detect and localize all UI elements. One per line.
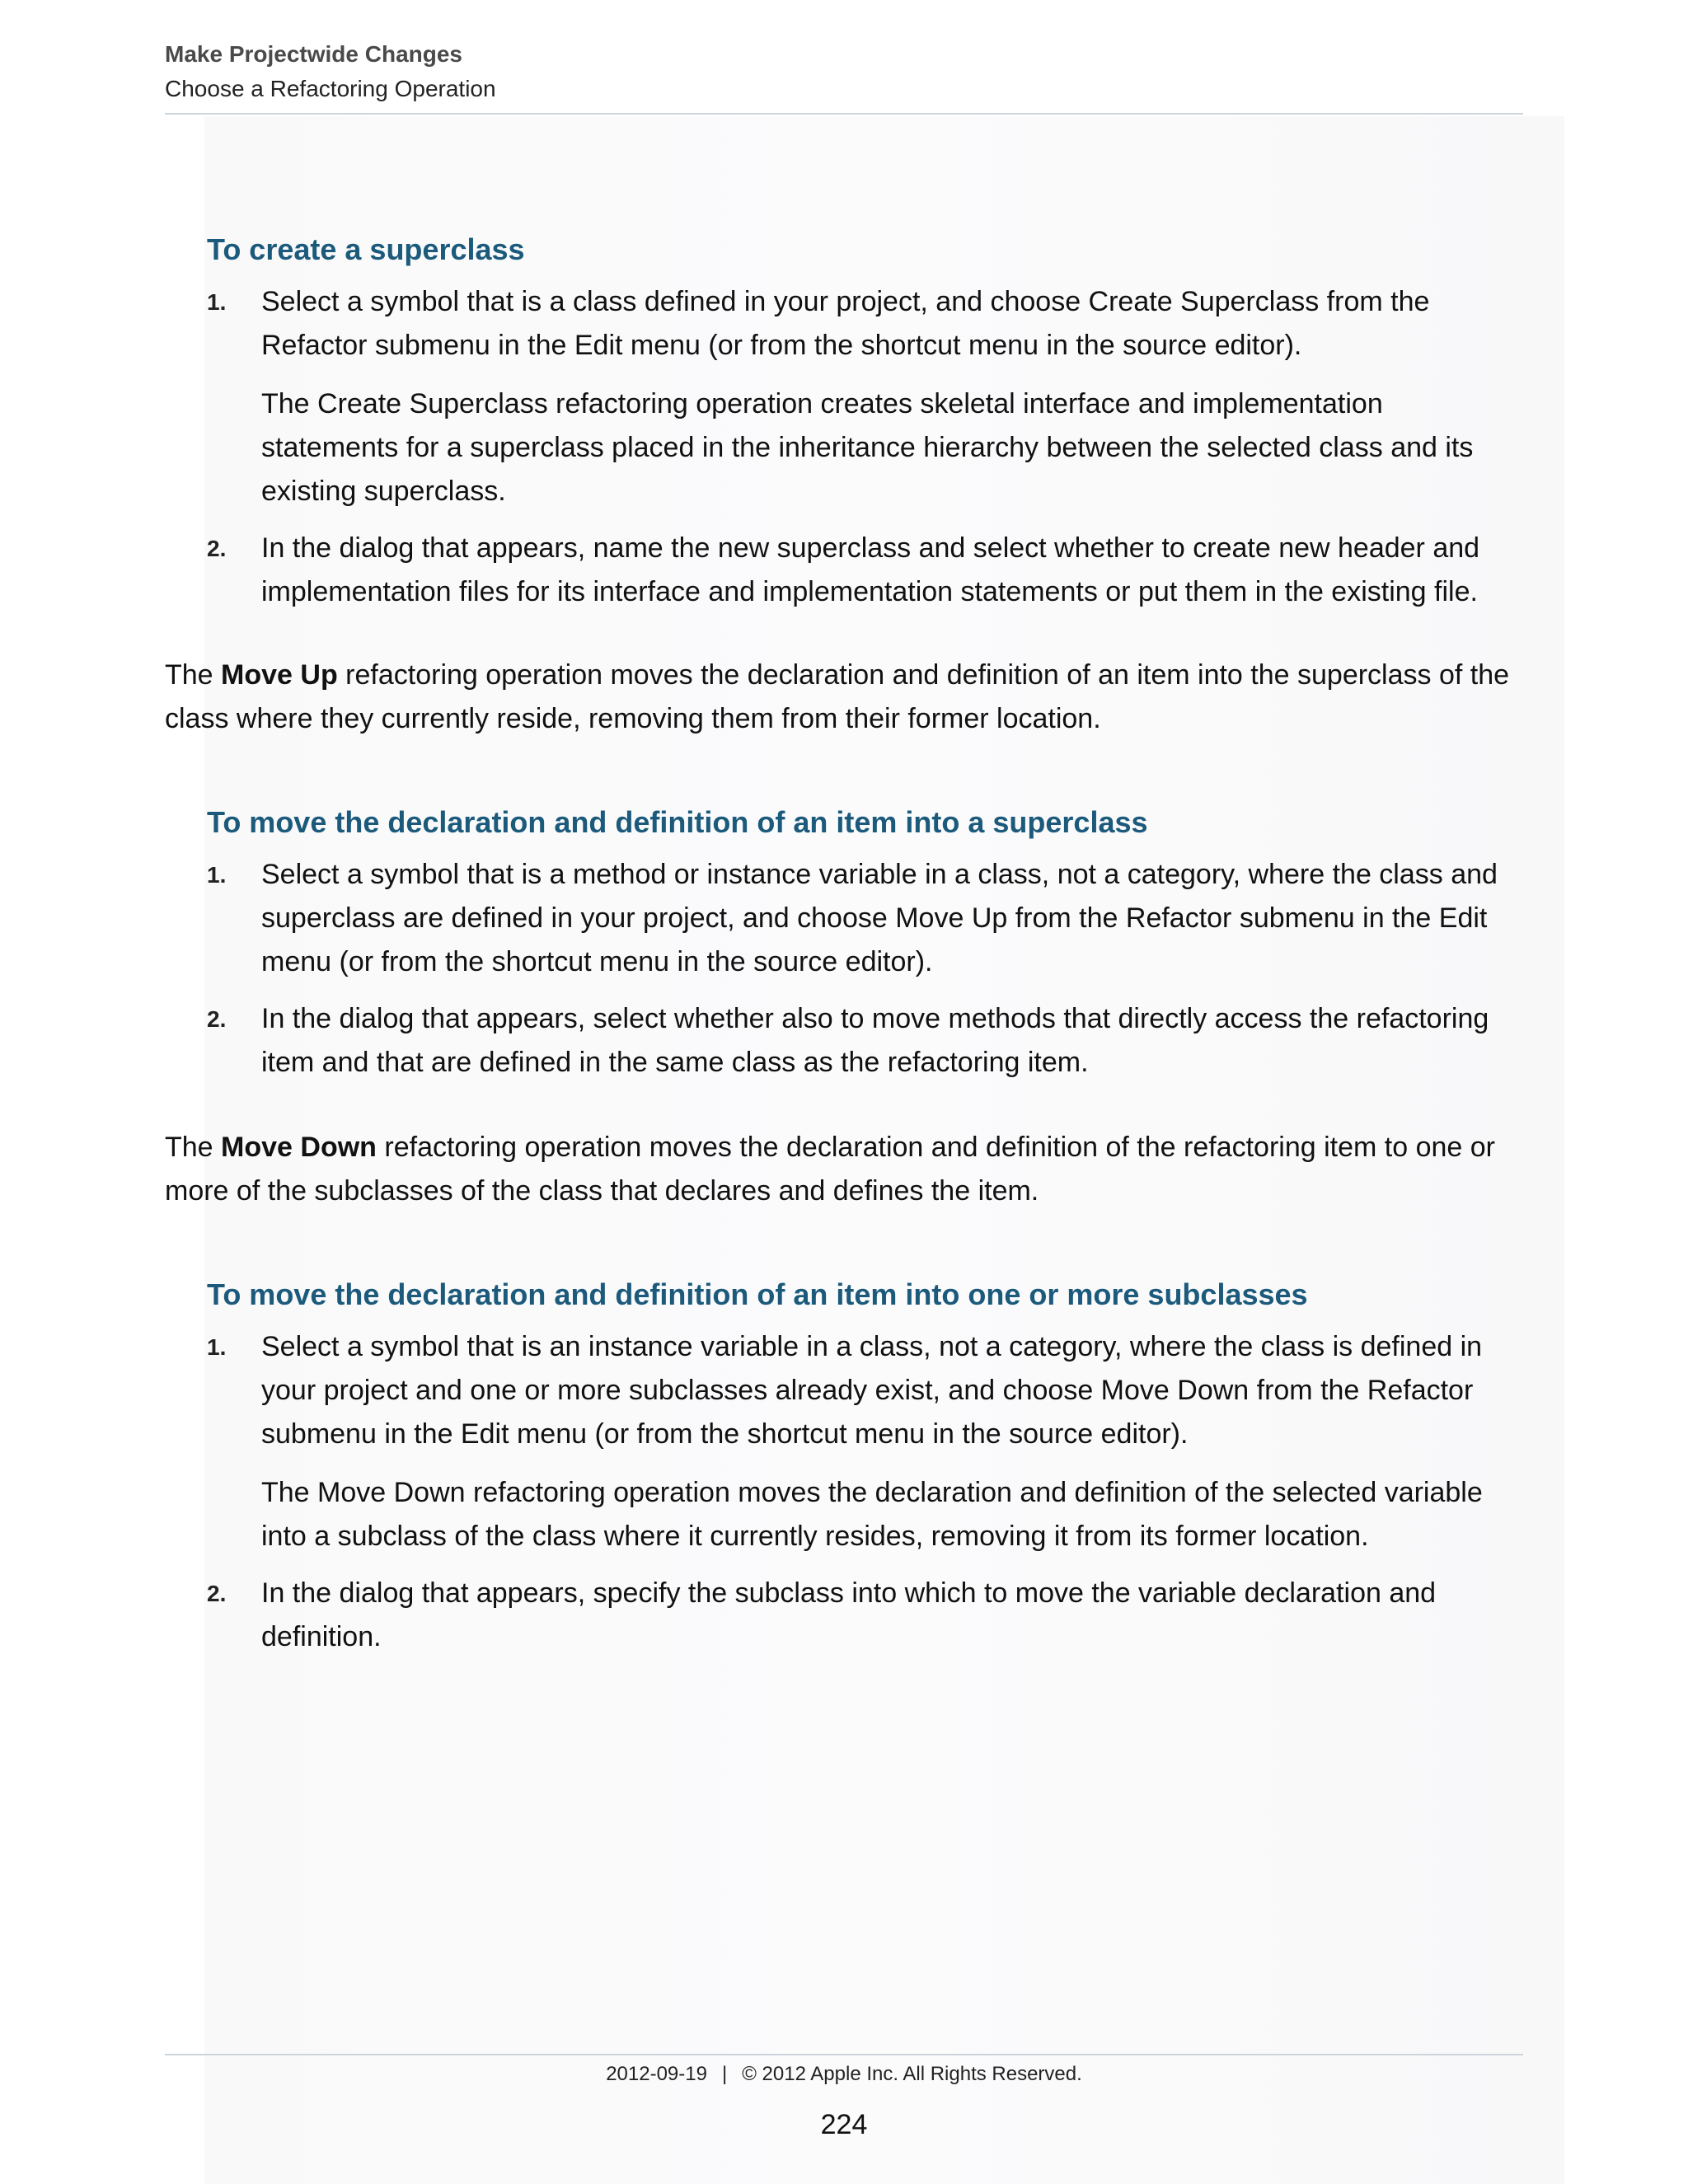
step-list: [165, 1325, 1523, 1659]
footer-line: [165, 2060, 1523, 2088]
paragraph-lead: The: [165, 1132, 222, 1163]
term-move-up: Move Up: [221, 659, 338, 691]
task-create-superclass: [165, 227, 1523, 614]
step-item: [165, 280, 1523, 513]
step-item: [165, 1325, 1523, 1558]
step-text: Select a symbol that is a class defined in your project, and choose Create Superclass from the Refactor submenu in the Edit menu (or from the shortcut menu in the source editor).: [261, 286, 1430, 361]
page-content: [165, 227, 1523, 1672]
step-item: [165, 527, 1523, 614]
step-number: 1.: [207, 1334, 227, 1360]
step-number: 2.: [207, 1581, 227, 1606]
step-note: The Create Superclass refactoring operation creates skeletal interface and implementation statements for a superclass placed in the inheritance hierarchy between the selected class and its existing superclass.: [261, 388, 1474, 507]
page-number: 224: [820, 2109, 868, 2140]
step-list: [165, 853, 1523, 1085]
step-item: [165, 1572, 1523, 1659]
task-move-down: [165, 1272, 1523, 1659]
step-text: Select a symbol that is a method or instance variable in a class, not a category, where the class and superclass are defined in your project, and choose Move Up from the Refactor submenu in the Edit menu (or from the shortcut menu in the source editor).: [261, 859, 1498, 977]
step-note: The Move Down refactoring operation moves the declaration and definition of the selected variable into a subclass of the class where it currently resides, removing it from its former location.: [261, 1477, 1483, 1552]
task-move-up: [165, 800, 1523, 1085]
footer-copyright: © 2012 Apple Inc. All Rights Reserved.: [742, 2063, 1082, 2085]
step-text: Select a symbol that is an instance variable in a class, not a category, where the class is defined in your project and one or more subclasses already exist, and choose Move Down from the Refactor submenu in the Edit menu (or from the shortcut menu in the source editor).: [261, 1331, 1483, 1450]
move-down-paragraph: [165, 1126, 1523, 1213]
step-number: 1.: [207, 289, 227, 315]
task-heading: To create a superclass: [207, 232, 525, 266]
step-text: In the dialog that appears, select whether also to move methods that directly access the refactoring item and that are defined in the same class as the refactoring item.: [261, 1003, 1489, 1078]
page-footer: [165, 2060, 1523, 2141]
footer-separator: |: [721, 2063, 728, 2085]
header-rule: [165, 113, 1523, 115]
footer-rule: [165, 2054, 1523, 2055]
step-text: In the dialog that appears, specify the subclass into which to move the variable declaration and definition.: [261, 1577, 1437, 1652]
footer-date: 2012-09-19: [606, 2063, 707, 2085]
paragraph-rest: refactoring operation moves the declaration and definition of the refactoring item to one or more of the subclasses of the class that declares and defines the item.: [165, 1132, 1495, 1207]
step-list: [165, 280, 1523, 614]
step-text: In the dialog that appears, name the new superclass and select whether to create new header and implementation files for its interface and implementation statements or put them in the existing file.: [261, 532, 1480, 607]
paragraph-rest: refactoring operation moves the declaration and definition of an item into the superclass of the class where they currently reside, removing them from their former location.: [165, 659, 1510, 734]
paragraph-lead: The: [165, 659, 222, 691]
section-title: Choose a Refactoring Operation: [165, 76, 496, 101]
task-heading: To move the declaration and definition of an item into a superclass: [207, 805, 1148, 839]
step-number: 1.: [207, 862, 227, 888]
chapter-title: Make Projectwide Changes: [165, 41, 463, 67]
running-header: [165, 38, 1523, 105]
term-move-down: Move Down: [221, 1132, 377, 1163]
step-number: 2.: [207, 536, 227, 561]
step-item: [165, 997, 1523, 1085]
step-item: [165, 853, 1523, 984]
task-heading: To move the declaration and definition of an item into one or more subclasses: [207, 1277, 1308, 1311]
step-number: 2.: [207, 1006, 227, 1032]
move-up-paragraph: [165, 654, 1523, 741]
